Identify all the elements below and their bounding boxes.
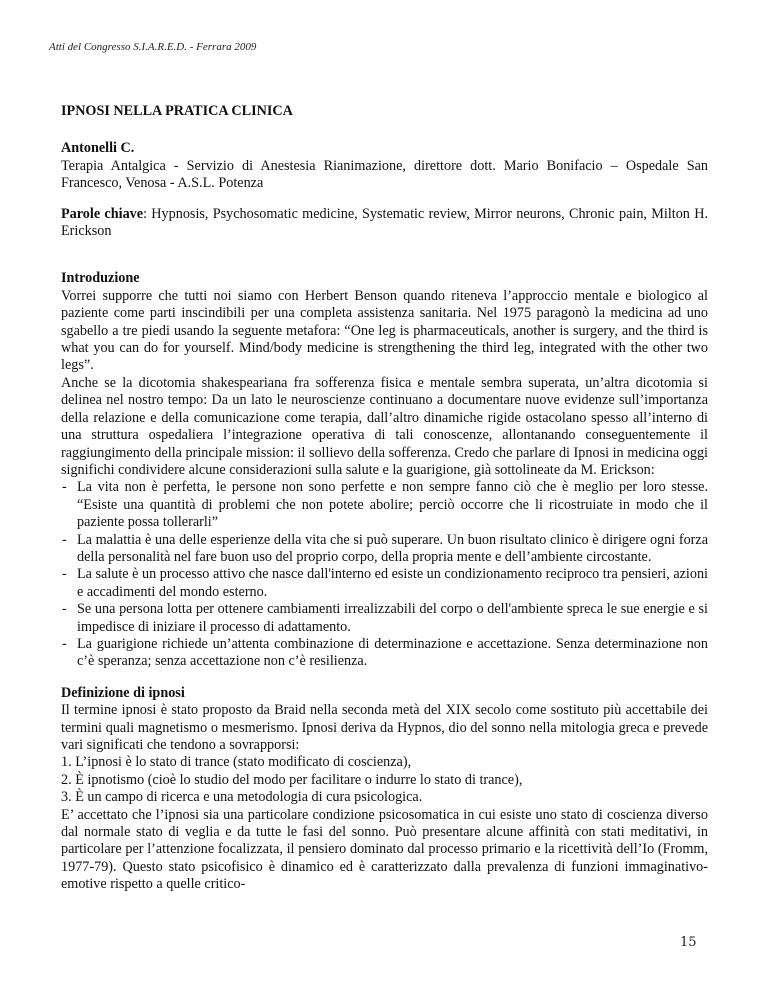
- section-heading-introduzione: Introduzione: [61, 270, 140, 287]
- keywords-label: Parole chiave: [61, 205, 144, 222]
- intro-paragraph-1: Vorrei supporre che tutti noi siamo con Herbert Benson quando riteneva l’approccio mentale e biologico al paziente come parti inscindibili per una completa assistenza sanitaria. Nel 1975 paragonò la medicina ad uno sgabello a tre piedi usando la seguente metafora: “One leg is pharmaceuticals, another is surgery, and the third is what you can do for yourself. Mind/body medicine is strengthening the third leg, integrated with the other two legs”.: [61, 287, 708, 374]
- definition-paragraph-1: Il termine ipnosi è stato proposto da Braid nella seconda metà del XIX secolo come sostituto più accettabile dei termini quali magnetismo o mesmerismo. Ipnosi deriva da Hypnos, dio del sonno nella mitologia greca e prevede vari significati che tendono a sovrapporsi:: [61, 702, 708, 753]
- keywords-text: : Hypnosis, Psychosomatic medicine, Systematic review, Mirror neurons, Chronic pain, Milton H. Erickson: [61, 205, 708, 240]
- page-number: 15: [680, 935, 697, 950]
- list-item: - Se una persona lotta per ottenere cambiamenti irrealizzabili del corpo o dell'ambiente spreca le sue energie e si impedisce di iniziare il processo di adattamento.: [61, 601, 708, 636]
- list-item: 2. È ipnotismo (cioè lo studio del modo per facilitare o indurre lo stato di trance),: [61, 771, 523, 788]
- definition-paragraph-2: E’ accettato che l’ipnosi sia una particolare condizione psicosomatica in cui esiste uno stato di coscienza diverso dal normale stato di veglia e da tutte le fasi del sonno. Può presentare alcune affinità con stati meditativi, in particolare per l’attenzione focalizzata, il pensiero dominato dal processo primario e la ricettività dell’Io (Fromm, 1977-79). Questo stato psicofisico è dinamico ed è caratterizzato dalla prevalenza di funzioni immaginativo-emotive rispetto a quelle critico-: [61, 806, 708, 893]
- erickson-considerations-list: [61, 479, 708, 670]
- keywords: [61, 206, 708, 241]
- author-affiliation: Terapia Antalgica - Servizio di Anestesia Rianimazione, direttore dott. Mario Bonifacio – Ospedale San Francesco, Venosa - A.S.L. Potenza: [61, 157, 708, 192]
- running-header: Atti del Congresso S.I.A.R.E.D. - Ferrara 2009: [49, 41, 257, 53]
- hypnosis-meanings-list: [61, 754, 708, 806]
- list-item: - La salute è un processo attivo che nasce dall'interno ed esiste un condizionamento reciproco tra pensieri, azioni e accadimenti del mondo esterno.: [61, 566, 708, 601]
- list-item: - La vita non è perfetta, le persone non sono perfette e non sempre fanno ciò che è meglio per loro stesse. “Esiste una quantità di problemi che non potete abolire; perciò occorre che li ricostruiate in modo che il paziente possa tollerarli”: [61, 479, 708, 531]
- list-item: 1. L’ipnosi è lo stato di trance (stato modificato di coscienza),: [61, 754, 412, 771]
- section-heading-definizione: Definizione di ipnosi: [61, 684, 185, 701]
- intro-paragraph-2: Anche se la dicotomia shakespeariana fra sofferenza fisica e mentale sembra superata, un’altra dicotomia si delinea nel nostro tempo: Da un lato le neuroscienze continuano a documentare nuove evidenze sull’importanza della relazione e della comunicazione come terapia, dall’altro dinamiche rigide ostacolano spesso all’interno di una struttura ospedaliera l’integrazione operativa di tali conoscenze, allontanando conseguentemente il raggiungimento della principale mission: il sollievo della sofferenza. Credo che parlare di Ipnosi in medicina oggi significhi condividere alcune considerazioni sulla salute e la guarigione, già sottolineate da M. Erickson:: [61, 374, 708, 478]
- page-content: [61, 103, 708, 894]
- list-item: - La malattia è una delle esperienze della vita che si può superare. Un buon risultato clinico è dirigere ogni forza della personalità nel fare buon uso del proprio corpo, della propria mente e dell’ambiente circostante.: [61, 532, 708, 567]
- article-title: IPNOSI NELLA PRATICA CLINICA: [61, 103, 293, 119]
- list-item: - La guarigione richiede un’attenta combinazione di determinazione e accettazione. Senza determinazione non c’è speranza; senza accettazione non c’è resilienza.: [61, 636, 708, 671]
- author-name: Antonelli C.: [61, 140, 135, 157]
- list-item: 3. È un campo di ricerca e una metodologia di cura psicologica.: [61, 789, 423, 806]
